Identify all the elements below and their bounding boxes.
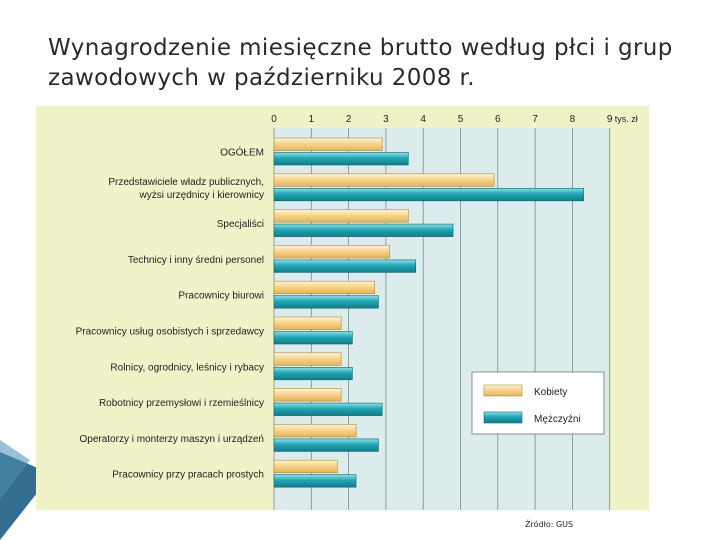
category-label: Przedstawiciele władz publicznych, wyżsi urzędnicy i kierownicy <box>108 176 264 201</box>
bar-women <box>274 174 494 187</box>
bar-women <box>274 460 337 473</box>
slide-title: Wynagrodzenie miesięczne brutto według płci i grup zawodowych w październiku 2008 r. <box>48 35 673 91</box>
x-tick-label: 0 <box>271 114 277 125</box>
bar-men <box>274 296 378 309</box>
x-tick-label: 1 <box>308 114 315 125</box>
bar-women <box>274 138 382 151</box>
bar-men <box>274 153 408 166</box>
bar-women <box>274 281 375 294</box>
bar-men <box>274 475 356 488</box>
category-label: Pracownicy przy pracach prostych <box>112 469 264 481</box>
bar-men <box>274 224 453 237</box>
bar-women <box>274 245 390 258</box>
bar-men <box>274 332 352 345</box>
bar-women <box>274 353 341 366</box>
category-label: OGÓŁEM <box>220 147 264 159</box>
x-tick-label: 9 <box>606 114 613 125</box>
x-tick-label: 3 <box>383 114 389 125</box>
bar-men <box>274 260 416 273</box>
x-tick-label: 5 <box>457 114 464 125</box>
bar-men <box>274 403 382 416</box>
chart-panel <box>36 106 649 510</box>
category-label: Technicy i inny średni personel <box>127 254 264 266</box>
bar-chart <box>36 106 649 510</box>
category-label: Pracownicy usług osobistych i sprzedawcy <box>75 326 264 338</box>
x-tick-label: 4 <box>420 114 426 125</box>
x-tick-label: 7 <box>532 114 538 125</box>
legend-swatch-men <box>484 412 522 423</box>
bar-women <box>274 210 408 223</box>
category-label: Rolnicy, ogrodnicy, leśnicy i rybacy <box>110 362 264 374</box>
legend-label-men: Mężczyźni <box>534 414 581 425</box>
bar-men <box>274 188 584 201</box>
bar-women <box>274 424 356 437</box>
x-unit-label: tys. zł <box>614 114 638 124</box>
bar-women <box>274 317 341 330</box>
source-note: Źródło: GUS <box>525 520 574 529</box>
x-tick-label: 6 <box>495 114 501 125</box>
bar-women <box>274 389 341 402</box>
bar-men <box>274 367 352 380</box>
legend-label-women: Kobiety <box>534 387 568 398</box>
category-label: Specjaliści <box>216 219 264 231</box>
x-tick-label: 8 <box>569 114 576 125</box>
category-label: Operatorzy i monterzy maszyn i urządzeń <box>79 433 264 445</box>
legend-swatch-women <box>484 385 522 396</box>
bar-men <box>274 439 378 452</box>
category-label: Pracownicy biurowi <box>178 290 264 302</box>
category-label: Robotnicy przemysłowi i rzemieślnicy <box>98 398 264 410</box>
x-tick-label: 2 <box>345 114 352 125</box>
